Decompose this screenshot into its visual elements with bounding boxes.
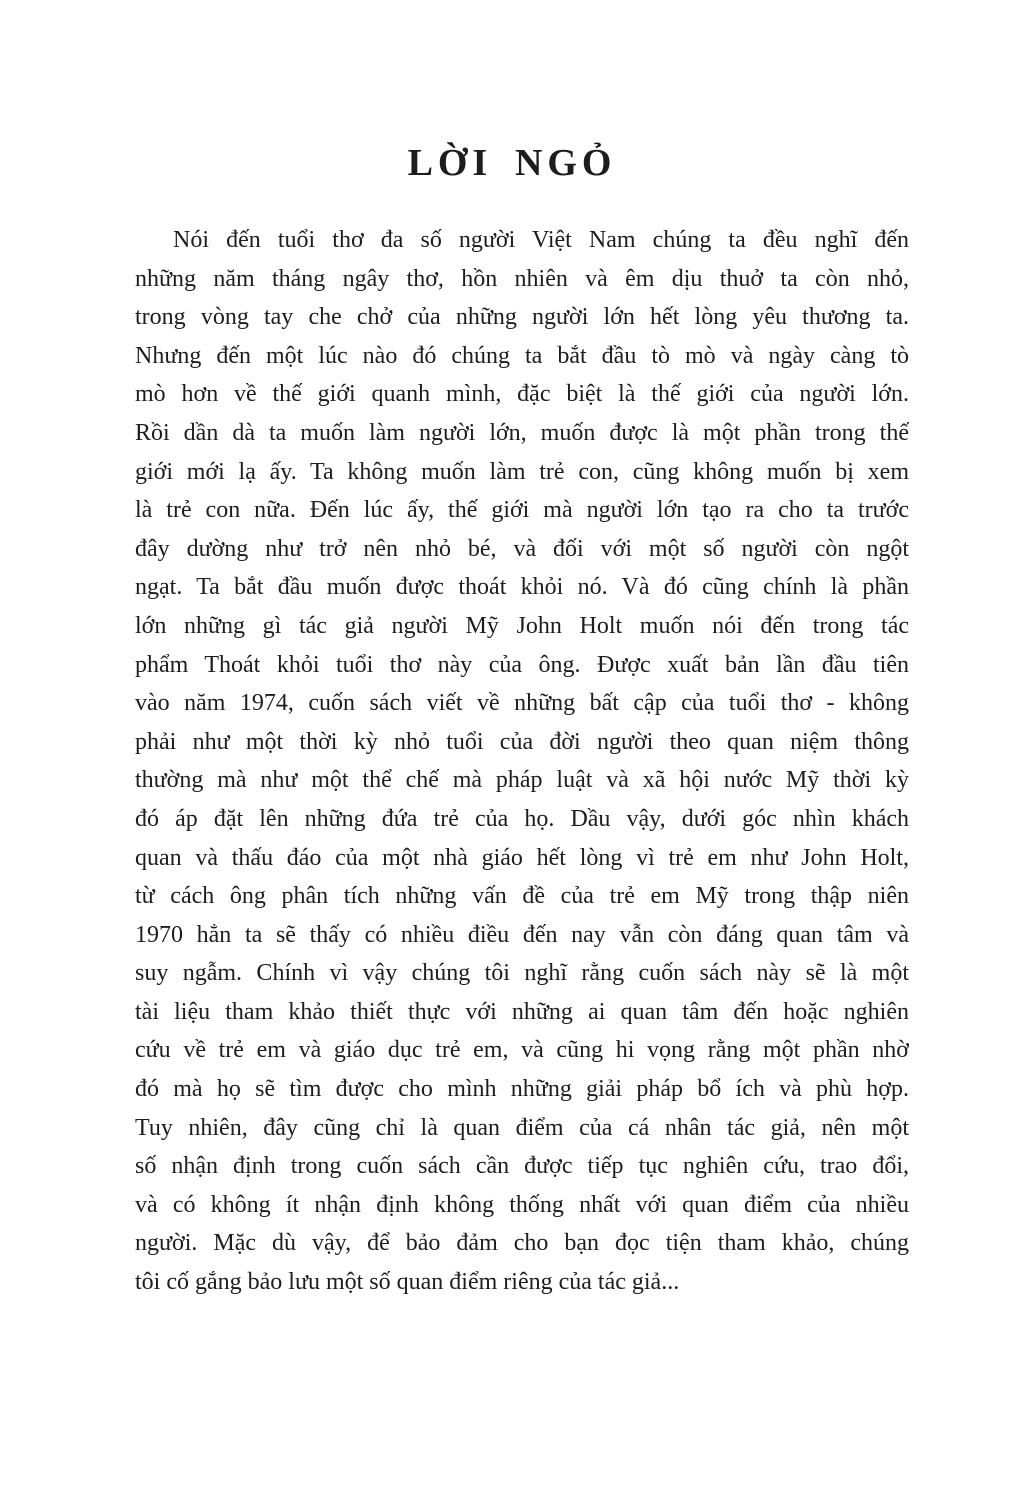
text-line: người. Mặc dù vậy, để bảo đảm cho bạn đọc tiện tham khảo, chúng bbox=[135, 1230, 909, 1257]
text-line: những năm tháng ngây thơ, hồn nhiên và êm dịu thuở ta còn nhỏ, bbox=[135, 265, 909, 292]
text-line: Tuy nhiên, đây cũng chỉ là quan điểm của cá nhân tác giả, nên một bbox=[135, 1114, 909, 1141]
text-line: tài liệu tham khảo thiết thực với những ai quan tâm đến hoặc nghiên bbox=[135, 998, 909, 1025]
text-line: đây dường như trở nên nhỏ bé, và đối với một số người còn ngột bbox=[135, 535, 909, 562]
text-line: tôi cố gắng bảo lưu một số quan điểm riêng của tác giả... bbox=[135, 1269, 680, 1296]
text-line: quan và thấu đáo của một nhà giáo hết lòng vì trẻ em như John Holt, bbox=[135, 844, 909, 871]
body-paragraph bbox=[135, 221, 909, 1302]
text-line: số nhận định trong cuốn sách cần được tiếp tục nghiên cứu, trao đổi, bbox=[135, 1153, 909, 1180]
text-line: đó áp đặt lên những đứa trẻ của họ. Dầu vậy, dưới góc nhìn khách bbox=[135, 805, 909, 832]
text-line: phẩm Thoát khỏi tuổi thơ này của ông. Được xuất bản lần đầu tiên bbox=[135, 651, 909, 678]
text-line: đó mà họ sẽ tìm được cho mình những giải pháp bổ ích và phù hợp. bbox=[135, 1076, 909, 1103]
text-line: trong vòng tay che chở của những người lớn hết lòng yêu thương ta. bbox=[135, 304, 909, 331]
text-line: Nhưng đến một lúc nào đó chúng ta bắt đầu tò mò và ngày càng tò bbox=[135, 342, 909, 369]
text-line: ngạt. Ta bắt đầu muốn được thoát khỏi nó. Và đó cũng chính là phần bbox=[135, 574, 909, 601]
text-line: từ cách ông phân tích những vấn đề của trẻ em Mỹ trong thập niên bbox=[135, 883, 909, 910]
text-line: giới mới lạ ấy. Ta không muốn làm trẻ con, cũng không muốn bị xem bbox=[135, 458, 909, 485]
text-line: phải như một thời kỳ nhỏ tuổi của đời người theo quan niệm thông bbox=[135, 728, 909, 755]
text-line: và có không ít nhận định không thống nhất với quan điểm của nhiều bbox=[135, 1191, 909, 1218]
text-line: suy ngẫm. Chính vì vậy chúng tôi nghĩ rằng cuốn sách này sẽ là một bbox=[135, 960, 909, 987]
text-line: Nói đến tuổi thơ đa số người Việt Nam chúng ta đều nghĩ đến bbox=[173, 227, 909, 253]
text-line: cứu về trẻ em và giáo dục trẻ em, và cũng hi vọng rằng một phần nhờ bbox=[135, 1037, 909, 1064]
text-line: là trẻ con nữa. Đến lúc ấy, thế giới mà người lớn tạo ra cho ta trước bbox=[135, 497, 909, 524]
text-line: Rồi dần dà ta muốn làm người lớn, muốn được là một phần trong thế bbox=[135, 419, 909, 446]
text-line: vào năm 1974, cuốn sách viết về những bất cập của tuổi thơ - không bbox=[135, 690, 909, 717]
text-line: mò hơn về thế giới quanh mình, đặc biệt là thế giới của người lớn. bbox=[135, 381, 909, 408]
text-line: lớn những gì tác giả người Mỹ John Holt muốn nói đến trong tác bbox=[135, 612, 909, 639]
text-line: 1970 hẳn ta sẽ thấy có nhiều điều đến nay vẫn còn đáng quan tâm và bbox=[135, 921, 909, 948]
page-title: LỜI NGỎ bbox=[407, 142, 617, 184]
text-line: thường mà như một thể chế mà pháp luật và xã hội nước Mỹ thời kỳ bbox=[135, 767, 909, 794]
